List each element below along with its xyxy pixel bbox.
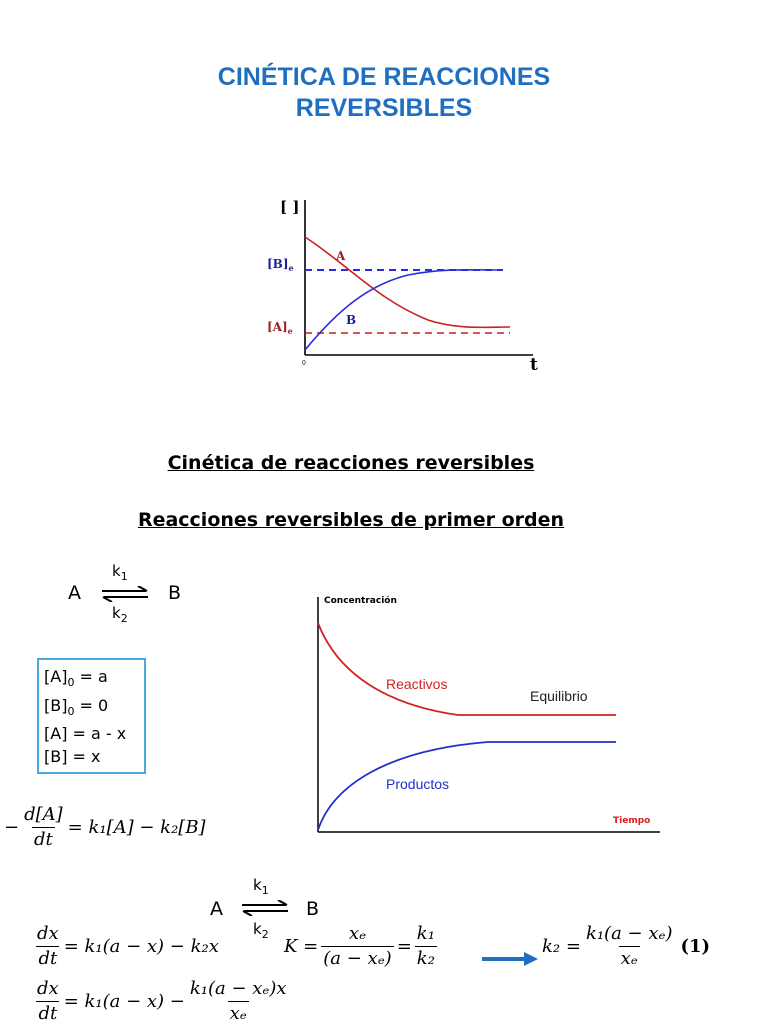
equilibrium-arrows-1 xyxy=(100,586,150,602)
heading-cinetica: Cinética de reacciones reversibles xyxy=(167,452,535,474)
k2-label: $k_2$ xyxy=(253,920,269,941)
k2-equation: k₂ = $\frac{\text{k₁(a − xₑ)}}{\text{xₑ}}$ (1) xyxy=(542,923,711,969)
equilibrium-arrows-2 xyxy=(240,900,290,916)
productos-curve xyxy=(318,742,616,830)
k1-label: $k_1$ xyxy=(253,876,269,897)
page-title xyxy=(0,62,768,124)
figure-concentration-curves xyxy=(258,190,548,380)
equilibrium-constant-equation: K = $\frac{\text{xₑ}}{\text{(a − xₑ)}}$ = $\frac{\text{k₁}}{\text{k₂}}$ xyxy=(284,923,435,969)
condition-row: $[B]_0 = 0$ xyxy=(44,695,109,718)
label-Ae: $[A]_e$ xyxy=(267,320,293,336)
heading-primer-orden: Reacciones reversibles de primer orden xyxy=(137,509,565,531)
origin-label: 0 xyxy=(302,360,306,367)
implies-arrow-icon xyxy=(480,951,540,967)
reactivos-label: Reactivos xyxy=(386,676,448,692)
condition-row: $[A]_0 = a$ xyxy=(44,667,108,690)
curve-A-label: A xyxy=(336,249,346,263)
title-line-1: CINÉTICA DE REACCIONES xyxy=(217,63,551,91)
rate-law-equation: − $\frac{d[A]}{dt}$ = k₁[A] − k₂[B] xyxy=(4,804,206,850)
productos-label: Productos xyxy=(386,776,450,792)
equilibrio-label: Equilibrio xyxy=(530,688,588,704)
initial-conditions-box xyxy=(37,658,146,774)
curve-B-label: B xyxy=(346,313,357,327)
k2-label: $k_2$ xyxy=(112,604,128,625)
label-Be: $[B]_e$ xyxy=(267,257,294,273)
reaction-equation-1 xyxy=(66,562,196,630)
x-axis-label: t xyxy=(530,355,538,375)
rate-equation-dx: $\frac{dx}{dt}$ = k₁(a − x) − k₂x xyxy=(37,923,219,969)
y-axis-label: Concentración xyxy=(324,596,397,606)
reactant-A: A xyxy=(68,582,81,604)
figure-equilibrium-plot xyxy=(308,585,678,840)
rate-equation-dx-substituted: $\frac{dx}{dt}$ = k₁(a − x) − $\frac{\text{k₁(a − xₑ)x}}{\text{xₑ}}$ xyxy=(37,978,287,1024)
reactant-A: A xyxy=(210,898,223,920)
k1-label: $k_1$ xyxy=(112,562,128,583)
x-axis-label: Tiempo xyxy=(613,816,651,826)
equation-tag: (1) xyxy=(680,936,711,957)
y-axis-label: [ ] xyxy=(280,198,300,216)
condition-row: [B] = x xyxy=(44,746,101,766)
curve-B xyxy=(305,270,503,350)
product-B: B xyxy=(306,898,320,920)
title-line-2: REVERSIBLES xyxy=(295,94,473,122)
product-B: B xyxy=(167,582,181,604)
condition-row: [A] = a - x xyxy=(44,724,127,744)
